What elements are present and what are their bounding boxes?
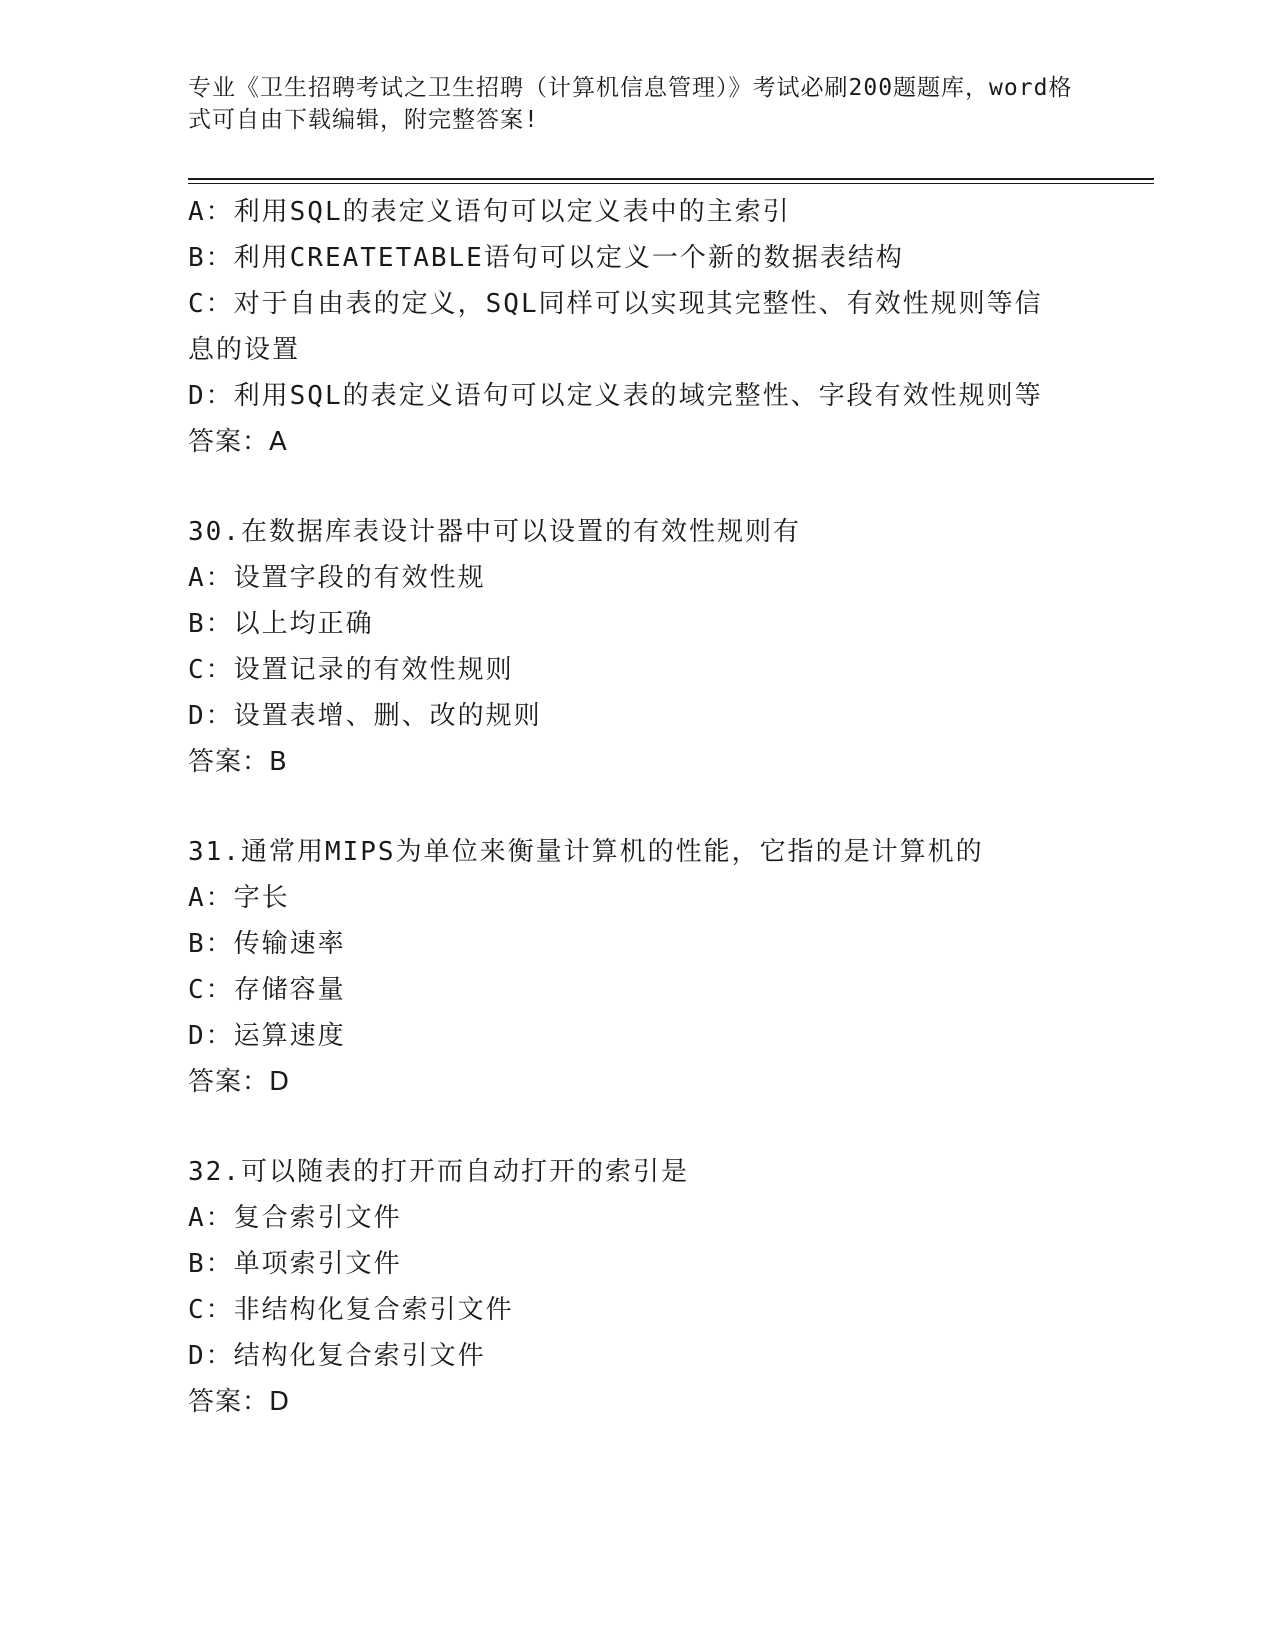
header-rule-thick [188,178,1154,180]
option-c: C：非结构化复合索引文件 [188,1295,514,1325]
question-stem: 30.在数据库表设计器中可以设置的有效性规则有 [188,517,801,547]
question-stem: 31.通常用MIPS为单位来衡量计算机的性能，它指的是计算机的 [188,837,984,867]
option-a: A：复合索引文件 [188,1203,402,1233]
option-c: C：对于自由表的定义，SQL同样可以实现其完整性、有效性规则等信息的设置 [188,289,1043,365]
answer-line: 答案：A [188,427,288,457]
option-d: D：结构化复合索引文件 [188,1341,486,1371]
document-header: 专业《卫生招聘考试之卫生招聘（计算机信息管理）》考试必刷200题题库，word格式可自由下载编辑，附完整答案! [188,75,1073,133]
option-d: D：运算速度 [188,1021,346,1051]
question-list [188,189,1088,1425]
answer-line: 答案：D [188,1387,291,1417]
option-a: A：字长 [188,883,290,913]
option-b: B：以上均正确 [188,609,374,639]
option-c: C：设置记录的有效性规则 [188,655,514,685]
option-a: A：设置字段的有效性规 [188,563,486,593]
option-d: D：设置表增、删、改的规则 [188,701,542,731]
question-30 [188,509,1088,785]
question-stem: 32.可以随表的打开而自动打开的索引是 [188,1157,689,1187]
header-rule-thin [188,183,1154,184]
spacer [188,465,1088,509]
question-31 [188,829,1088,1105]
option-b: B：单项索引文件 [188,1249,402,1279]
answer-line: 答案：D [188,1067,291,1097]
option-a: A：利用SQL的表定义语句可以定义表中的主索引 [188,197,791,227]
question-32 [188,1149,1088,1425]
spacer [188,785,1088,829]
prev-question [188,189,1088,465]
option-c: C：存储容量 [188,975,346,1005]
option-b: B：传输速率 [188,929,346,959]
option-b: B：利用CREATETABLE语句可以定义一个新的数据表结构 [188,243,904,273]
spacer [188,1105,1088,1149]
answer-line: 答案：B [188,747,288,777]
option-d: D：利用SQL的表定义语句可以定义表的域完整性、字段有效性规则等 [188,381,1043,411]
